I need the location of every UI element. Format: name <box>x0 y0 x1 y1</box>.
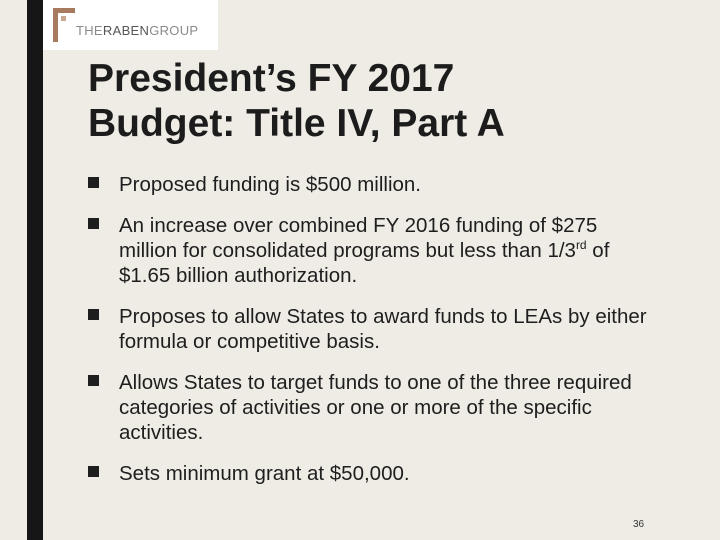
bullet-item <box>88 304 648 354</box>
slide-title <box>88 56 688 146</box>
slide-title-line-2: Budget: Title IV, Part A <box>88 102 505 145</box>
bullet-list <box>88 172 648 502</box>
square-bullet-icon <box>88 466 99 477</box>
left-accent-bar <box>27 0 43 540</box>
bullet-text: Sets minimum grant at $50,000. <box>119 462 410 485</box>
ordinal-superscript: rd <box>575 238 587 252</box>
bullet-item <box>88 213 648 288</box>
logo-text-raben: RABEN <box>102 23 150 38</box>
bullet-text: Allows States to target funds to one of the three required categories of activities or one or more of the specific activities. <box>119 371 632 444</box>
company-logo <box>43 0 218 50</box>
logo-text <box>76 23 198 38</box>
bullet-text: An increase over combined FY 2016 funding of $275 million for consolidated programs but less than 1/3 <box>119 214 598 262</box>
slide-title-line-1: President’s FY 2017 <box>88 57 455 100</box>
bullet-item <box>88 461 648 486</box>
logo-text-group: GROUP <box>149 23 199 38</box>
bullet-item <box>88 172 648 197</box>
logo-mark-icon <box>53 8 75 42</box>
bullet-text: Proposed funding is $500 million. <box>119 173 421 196</box>
logo-text-the: THE <box>76 23 103 38</box>
square-bullet-icon <box>88 218 99 229</box>
bullet-text: Proposes to allow States to award funds to LEAs by either formula or competitive basis. <box>119 305 647 353</box>
square-bullet-icon <box>88 375 99 386</box>
bullet-item <box>88 370 648 445</box>
square-bullet-icon <box>88 177 99 188</box>
bullet-text-continued: of $1.65 billion authorization. <box>119 239 610 287</box>
square-bullet-icon <box>88 309 99 320</box>
page-number: 36 <box>633 519 645 530</box>
